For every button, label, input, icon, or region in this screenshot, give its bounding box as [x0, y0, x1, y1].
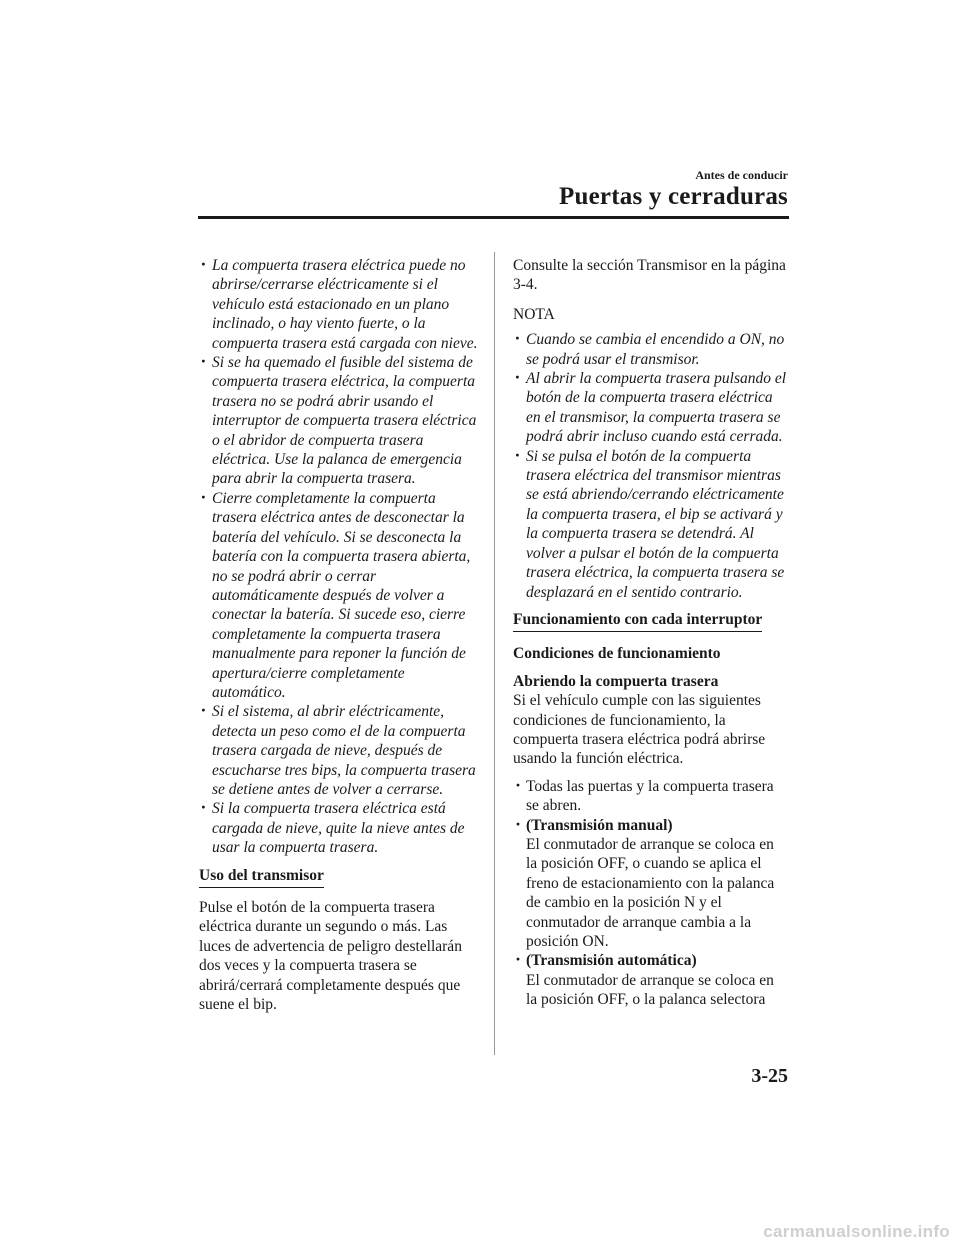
opening-text: Si el vehículo cumple con las siguientes condiciones de funcionamiento, la compuerta trasera eléctrica podrá abrirse usando la función eléctrica. [513, 692, 766, 768]
list-item [513, 951, 788, 1009]
list-item: · Si el sistema, al abrir eléctricamente, detecta un peso como el de la compuerta trasera cargada de nieve, después de escucharse tres bips, la compuerta trasera se detiene antes de volver a cerrarse. [199, 702, 479, 799]
condition-text: El conmutador de arranque se coloca en la posición OFF, o cuando se aplica el freno de estacionamiento con la palanca de cambio en la posición N y el conmutador de arranque cambia a la posición ON. [526, 835, 775, 950]
condition-title: (Transmisión automática) [526, 952, 697, 970]
list-item [513, 777, 788, 816]
list-item [513, 816, 788, 952]
watermark: carmanualsonline.info [763, 1222, 950, 1241]
left-column [199, 256, 479, 1014]
transmitter-text: Pulse el botón de la compuerta trasera eléctrica durante un segundo o más. Las luces de advertencia de peligro destellarán dos veces y la compuerta trasera se abrirá/cerrará completamente después que suene el bip. [199, 899, 462, 1014]
section-label: Antes de conducir [695, 168, 788, 182]
list-item: · Si se ha quemado el fusible del sistema de compuerta trasera eléctrica, la compuerta trasera no se podrá abrir usando el interruptor de compuerta trasera eléctrica o el abridor de compuerta trasera eléctrica. Use la palanca de emergencia para abrir la compuerta trasera. [199, 353, 479, 489]
note-list [513, 330, 788, 602]
warning-list [199, 256, 479, 858]
conditions-list [513, 777, 788, 1010]
list-item: · La compuerta trasera eléctrica puede no abrirse/cerrarse eléctricamente si el vehículo está estacionado en un plano inclinado, o hay viento fuerte, o la compuerta trasera está cargada con nieve. [199, 256, 479, 353]
page-number: 3-25 [751, 1065, 788, 1087]
condition-title: (Transmisión manual) [526, 816, 673, 834]
opening-heading: Abriendo la compuerta trasera [513, 672, 719, 690]
right-column [513, 256, 788, 1010]
list-item: · Cierre completamente la compuerta trasera eléctrica antes de desconectar la batería del vehículo. Si se desconecta la batería con la compuerta trasera abierta, no se podrá abrir o cerrar automáticamente después de volver a conectar la batería. Si sucede eso, cierre completamente la compuerta trasera manualmente para reponer la función de apertura/cierre completamente automático. [199, 489, 479, 702]
transmitter-heading: Uso del transmisor [199, 866, 324, 888]
page-title: Puertas y cerraduras [559, 183, 788, 210]
switch-heading: Funcionamiento con cada interruptor [513, 610, 762, 632]
list-item: · Al abrir la compuerta trasera pulsando el botón de la compuerta trasera eléctrica en el transmisor, la compuerta trasera se podrá abrir incluso cuando está cerrada. [513, 369, 788, 447]
column-divider [494, 252, 495, 1055]
list-item: · Si la compuerta trasera eléctrica está cargada de nieve, quite la nieve antes de usar la compuerta trasera. [199, 799, 479, 857]
list-item: · Cuando se cambia el encendido a ON, no se podrá usar el transmisor. [513, 330, 788, 369]
conditions-heading: Condiciones de funcionamiento [513, 645, 721, 663]
condition-text: Todas las puertas y la compuerta trasera se abren. [526, 777, 774, 815]
consult-text: Consulte la sección Transmisor en la página 3-4. [513, 257, 786, 294]
condition-text: El conmutador de arranque se coloca en la posición OFF, o la palanca selectora [526, 971, 774, 1009]
header-rule [198, 216, 789, 219]
list-item: · Si se pulsa el botón de la compuerta trasera eléctrica del transmisor mientras se está abriendo/cerrando eléctricamente la compuerta trasera, el bip se activará y la compuerta trasera se detendrá. Al volver a pulsar el botón de la compuerta trasera eléctrica, la compuerta trasera se desplazará en el sentido contrario. [513, 447, 788, 602]
nota-label: NOTA [513, 305, 555, 323]
